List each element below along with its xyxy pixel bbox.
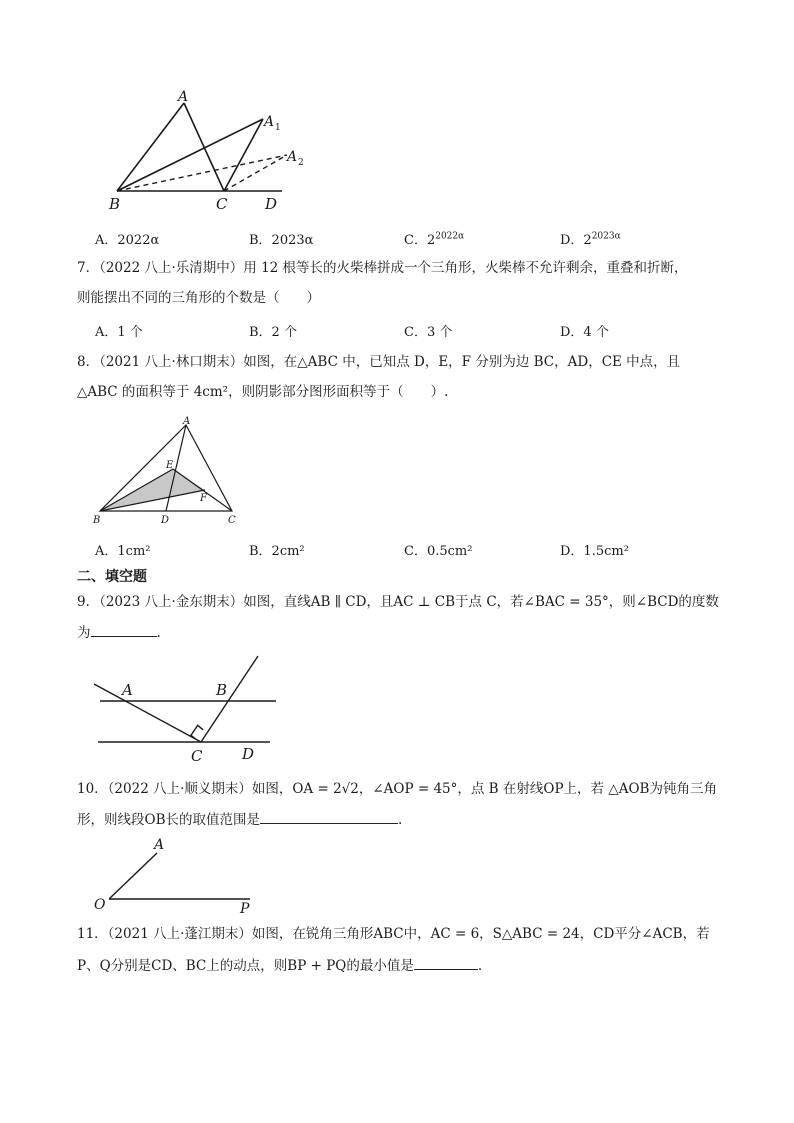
fig6-label-C: C [216,195,228,213]
fig8-label-B: B [93,515,101,526]
fig6-label-B: B [109,195,121,213]
q10-line1: 10．（2022 八上·顺义期末）如图，OA = 2√2，∠AOP = 45°，点 B 在射线OP上，若 △AOB为钝角三角 [77,781,717,797]
fig6-label-A1-sub: 1 [275,123,281,133]
fig8-label-D: D [161,515,170,526]
q6-option-d-text: D．2 [560,233,592,248]
q11-line2 [77,955,482,976]
q7-line2: 则能摆出不同的三角形的个数是（ ） [77,290,320,306]
q8-option-d[interactable]: D．1.5cm² [560,544,629,559]
q11-line2-suffix: . [477,958,483,974]
fig10-label-O: O [94,897,106,913]
q10-line2-prefix: 形，则线段OB长的取值范围是 [77,812,260,828]
section-title-fill-blank: 二、填空题 [77,569,147,585]
q7-option-b[interactable]: B．2 个 [249,325,297,340]
q8-option-c[interactable]: C．0.5cm² [404,544,473,559]
q7-option-d[interactable]: D．4 个 [560,325,609,340]
q7-line1: 7．（2022 八上·乐清期中）用 12 根等长的火柴棒拼成一个三角形，火柴棒不允许剩余，重叠和折断， [77,260,688,276]
fig6-label-A2-sub: 2 [298,158,304,168]
q6-option-c-text: C．2 [404,233,436,248]
fig9-label-B: B [216,681,228,699]
q6-option-b[interactable]: B．2023α [249,233,314,248]
q11-answer-blank[interactable] [414,955,478,970]
fig6-label-A2: A [287,149,298,165]
q10-line2-suffix: . [398,812,403,828]
q9-line2-suffix: . [156,625,161,641]
fig8-label-A: A [183,416,191,427]
q8-line1: 8．（2021 八上·林口期末）如图，在△ABC 中，已知点 D，E，F 分别为边 BC，AD，CE 中点，且 [77,354,681,370]
q8-option-b[interactable]: B．2cm² [249,544,305,559]
fig6-label-A1: A [264,114,275,130]
q6-option-c-exp: 2022α [435,231,465,242]
fig8-label-F: F [200,493,207,504]
q7-option-a[interactable]: A．1 个 [95,325,143,340]
q11-line2-prefix: P、Q分别是CD、BC上的动点，则BP + PQ的最小值是 [77,958,414,974]
q6-option-d-exp: 2023α [591,231,621,242]
fig8-label-E: E [166,460,174,471]
fig6-label-A: A [178,89,189,105]
q7-option-c[interactable]: C．3 个 [404,325,453,340]
fig9-label-C: C [191,747,203,765]
fig8-label-C: C [228,515,236,526]
q9-line2-prefix: 为 [77,625,91,641]
fig9-label-A: A [122,681,133,699]
q11-line1: 11．（2021 八上·蓬江期末）如图，在锐角三角形ABC中，AC = 6，S△ABC = 24，CD平分∠ACB，若 [77,926,710,942]
q6-option-a[interactable]: A．2022α [95,233,160,248]
q8-line2: △ABC 的面积等于 4cm²，则阴影部分图形面积等于（ ）. [77,384,449,400]
fig10-label-A: A [154,837,165,853]
fig10-label-P: P [240,901,250,917]
fig6-label-D: D [265,195,278,213]
q8-option-a[interactable]: A．1cm² [95,544,151,559]
q9-line1: 9．（2023 八上·金东期末）如图，直线AB ∥ CD，且AC ⊥ CB于点 C，若∠BAC = 35°，则∠BCD的度数 [77,594,719,610]
fig9-label-D: D [242,745,255,763]
